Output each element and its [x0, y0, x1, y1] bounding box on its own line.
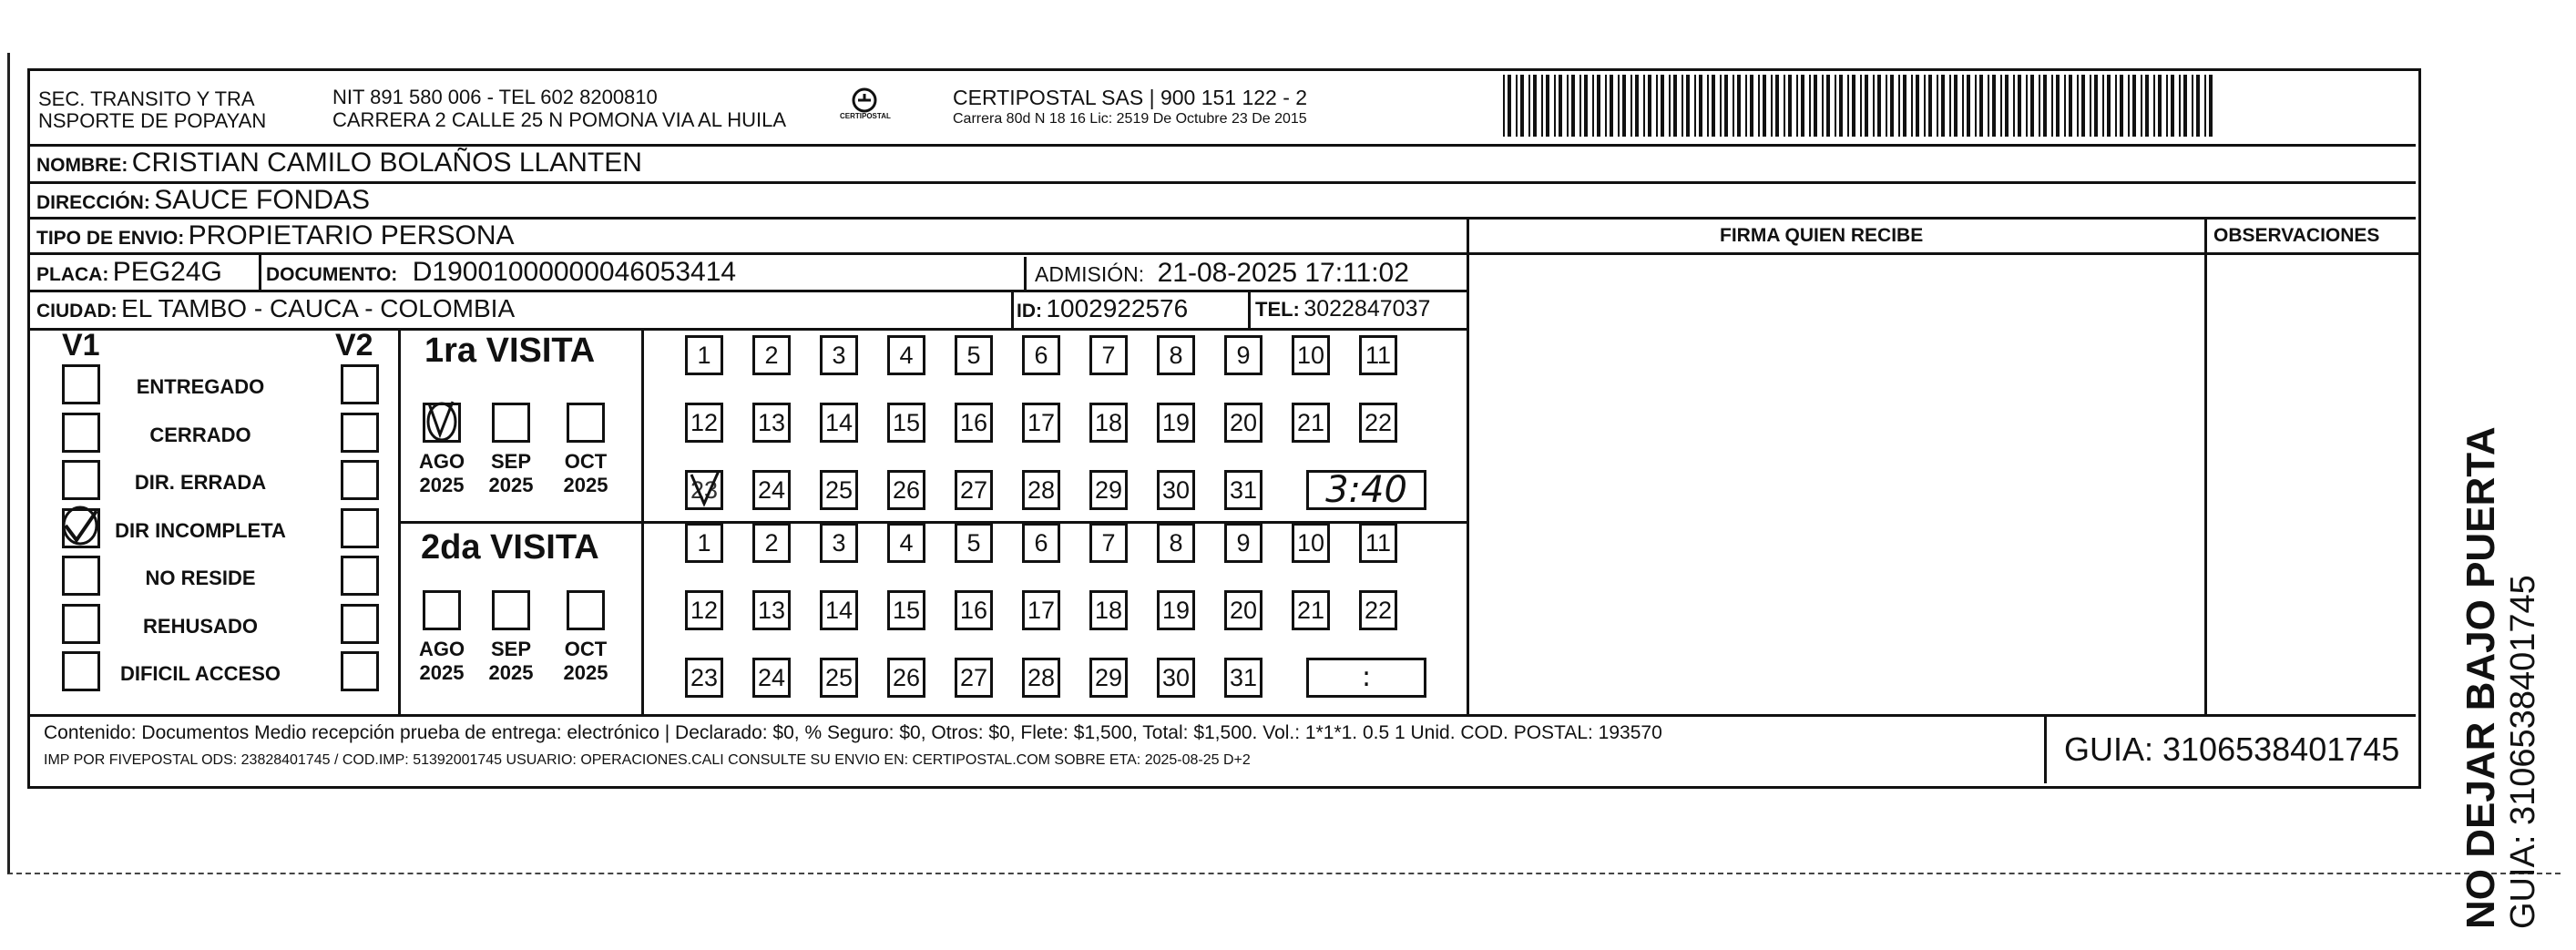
day-box[interactable]: 18: [1089, 403, 1128, 443]
time-box[interactable]: 3:40: [1306, 470, 1426, 510]
day-box[interactable]: 23: [685, 658, 723, 698]
month-year: 2025: [488, 474, 534, 496]
id-value: 1002922576: [1046, 294, 1189, 322]
month-checkbox[interactable]: [492, 403, 530, 443]
footer-contenido: Contenido: Documentos Medio recepción prueba de entrega: electrónico | Declarado: $0, % Seguro: $0, Otros: $0, Flete: $1,500, Total: $1,500. Vol.: 1*1*1. 0.5 1 Unid. COD. POSTAL: 193570: [44, 722, 1662, 743]
v2-header: V2: [335, 328, 373, 363]
placa-value: PEG24G: [112, 257, 222, 287]
day-box[interactable]: 27: [955, 658, 993, 698]
footer-impresion: IMP POR FIVEPOSTAL ODS: 23828401745 / COD.IMP: 51392001745 USUARIO: OPERACIONES.CALI CONSULTE SU ENVIO EN: CERTIPOSTAL.COM SOBRE ETA: 2025-08-25 D+2: [44, 752, 1251, 768]
day-box[interactable]: 31: [1224, 658, 1262, 698]
nombre-field: [36, 148, 642, 179]
day-box[interactable]: 20: [1224, 403, 1262, 443]
day-box[interactable]: 24: [752, 658, 791, 698]
documento-value: D19001000000046053414: [412, 257, 737, 287]
courier-line-1: CERTIPOSTAL SAS | 900 151 122 - 2: [953, 86, 1308, 109]
status-label: DIR. ERRADA: [134, 471, 267, 494]
tel-field: [1255, 296, 1430, 322]
month-label: [414, 450, 470, 497]
day-box[interactable]: 17: [1022, 403, 1060, 443]
day-box[interactable]: 28: [1022, 470, 1060, 510]
day-box[interactable]: 13: [752, 403, 791, 443]
day-box[interactable]: 1: [685, 523, 723, 563]
ciudad-label: CIUDAD:: [36, 301, 118, 322]
month-checkbox[interactable]: [492, 590, 530, 630]
month-name: OCT: [564, 450, 608, 473]
day-box[interactable]: 20: [1224, 590, 1262, 630]
day-box[interactable]: 6: [1022, 335, 1060, 375]
day-box[interactable]: 3: [820, 523, 858, 563]
month-checkbox[interactable]: [423, 590, 461, 630]
status-label: DIR INCOMPLETA: [115, 519, 286, 542]
admision-value: 21-08-2025 17:11:02: [1157, 258, 1409, 288]
month-checkbox[interactable]: [567, 403, 605, 443]
month-label: [557, 638, 614, 685]
day-box-marked[interactable]: 23: [685, 470, 723, 510]
day-box[interactable]: 8: [1157, 335, 1195, 375]
admision-field: [1035, 258, 1409, 289]
month-name: SEP: [490, 638, 532, 660]
placa-label: PLACA:: [36, 264, 109, 285]
day-box[interactable]: 14: [820, 590, 858, 630]
day-box[interactable]: 12: [685, 403, 723, 443]
tipo-envio-field: [36, 220, 515, 251]
documento-label: DOCUMENTO:: [266, 264, 398, 285]
v2-checkbox[interactable]: [341, 604, 379, 644]
side-guia: GUIA: 3106538401745: [2504, 575, 2542, 929]
day-box[interactable]: 27: [955, 470, 993, 510]
day-box[interactable]: 3: [820, 335, 858, 375]
status-label: ENTREGADO: [136, 375, 265, 398]
day-box[interactable]: 22: [1359, 403, 1397, 443]
day-box[interactable]: 22: [1359, 590, 1397, 630]
sender-line-2: NSPORTE DE POPAYAN: [38, 109, 267, 132]
day-box[interactable]: 15: [887, 590, 925, 630]
day-box[interactable]: 4: [887, 523, 925, 563]
month-name: SEP: [490, 450, 532, 473]
month-checkbox-marked[interactable]: [423, 403, 461, 443]
v2-checkbox[interactable]: [341, 508, 379, 548]
side-text: [2459, 426, 2543, 929]
day-box[interactable]: 12: [685, 590, 723, 630]
day-box[interactable]: 26: [887, 470, 925, 510]
day-box[interactable]: 15: [887, 403, 925, 443]
day-box[interactable]: 14: [820, 403, 858, 443]
status-label: CERRADO: [149, 424, 251, 446]
documento-field: [266, 257, 736, 288]
day-box[interactable]: 5: [955, 523, 993, 563]
v2-checkbox[interactable]: [341, 413, 379, 453]
day-box[interactable]: 18: [1089, 590, 1128, 630]
day-box[interactable]: 6: [1022, 523, 1060, 563]
day-box[interactable]: 29: [1089, 658, 1128, 698]
day-box[interactable]: 7: [1089, 335, 1128, 375]
month-checkbox[interactable]: [567, 590, 605, 630]
month-year: 2025: [419, 661, 465, 684]
day-box[interactable]: 11: [1359, 335, 1397, 375]
day-box[interactable]: 21: [1292, 590, 1330, 630]
nit-line-2: CARRERA 2 CALLE 25 N POMONA VIA AL HUILA: [332, 108, 787, 131]
month-year: 2025: [563, 661, 608, 684]
nombre-value: CRISTIAN CAMILO BOLAÑOS LLANTEN: [131, 148, 642, 178]
day-box[interactable]: 29: [1089, 470, 1128, 510]
day-box[interactable]: 26: [887, 658, 925, 698]
day-box[interactable]: 2: [752, 335, 791, 375]
day-box[interactable]: 8: [1157, 523, 1195, 563]
no-dejar-warning: NO DEJAR BAJO PUERTA: [2458, 426, 2503, 929]
day-box[interactable]: 4: [887, 335, 925, 375]
direccion-label: DIRECCIÓN:: [36, 192, 150, 213]
day-box[interactable]: 31: [1224, 470, 1262, 510]
day-box[interactable]: 1: [685, 335, 723, 375]
logo-text: CERTIPOSTAL: [840, 112, 891, 120]
day-box[interactable]: 16: [955, 403, 993, 443]
month-label: [483, 450, 539, 497]
v2-checkbox[interactable]: [341, 364, 379, 404]
ciudad-field: [36, 294, 515, 323]
day-box[interactable]: 21: [1292, 403, 1330, 443]
month-year: 2025: [488, 661, 534, 684]
day-box[interactable]: 30: [1157, 470, 1195, 510]
ciudad-value: EL TAMBO - CAUCA - COLOMBIA: [121, 294, 516, 322]
month-name: AGO: [418, 450, 465, 473]
day-box[interactable]: 10: [1292, 523, 1330, 563]
month-name: OCT: [564, 638, 608, 660]
nit-line-1: NIT 891 580 006 - TEL 602 8200810: [332, 86, 658, 108]
day-box[interactable]: 19: [1157, 403, 1195, 443]
v2-checkbox[interactable]: [341, 556, 379, 596]
month-label: [557, 450, 614, 497]
v2-checkbox[interactable]: [341, 651, 379, 691]
direccion-value: SAUCE FONDAS: [154, 185, 371, 215]
month-label: [483, 638, 539, 685]
day-box[interactable]: 17: [1022, 590, 1060, 630]
status-label: DIFICIL ACCESO: [119, 662, 281, 685]
firma-header: FIRMA QUIEN RECIBE: [1720, 225, 1924, 246]
status-label: NO RESIDE: [145, 567, 256, 589]
nombre-label: NOMBRE:: [36, 155, 128, 176]
day-box[interactable]: 5: [955, 335, 993, 375]
day-box[interactable]: 28: [1022, 658, 1060, 698]
day-box[interactable]: 10: [1292, 335, 1330, 375]
tel-label: TEL:: [1255, 298, 1300, 321]
placa-field: [36, 257, 222, 288]
observaciones-header: OBSERVACIONES: [2213, 225, 2380, 246]
day-box[interactable]: 13: [752, 590, 791, 630]
sender-line-1: SEC. TRANSITO Y TRA: [38, 87, 255, 110]
id-label: ID:: [1017, 301, 1042, 322]
footer-guia: GUIA: 3106538401745: [2064, 730, 2400, 768]
v2-checkbox[interactable]: [341, 460, 379, 500]
tel-value: 3022847037: [1303, 296, 1431, 322]
admision-label: ADMISIÓN:: [1035, 262, 1145, 286]
id-field: [1017, 294, 1188, 323]
month-year: 2025: [419, 474, 465, 496]
visit-1-title: 1ra VISITA: [424, 332, 596, 370]
month-year: 2025: [563, 474, 608, 496]
visit-2-title: 2da VISITA: [421, 528, 599, 567]
month-label: [414, 638, 470, 685]
day-box[interactable]: 16: [955, 590, 993, 630]
time-box[interactable]: :: [1306, 658, 1426, 698]
day-box[interactable]: 9: [1224, 523, 1262, 563]
courier-line-2: Carrera 80d N 18 16 Lic: 2519 De Octubre 23 De 2015: [953, 111, 1307, 127]
day-box[interactable]: 25: [820, 658, 858, 698]
tipo-value: PROPIETARIO PERSONA: [188, 220, 515, 250]
day-box[interactable]: 24: [752, 470, 791, 510]
tipo-label: TIPO DE ENVIO:: [36, 228, 185, 249]
status-label: REHUSADO: [143, 615, 258, 638]
direccion-field: [36, 185, 370, 216]
day-box[interactable]: 30: [1157, 658, 1195, 698]
day-box[interactable]: 2: [752, 523, 791, 563]
day-box[interactable]: 7: [1089, 523, 1128, 563]
day-box[interactable]: 9: [1224, 335, 1262, 375]
month-name: AGO: [418, 638, 465, 660]
day-box[interactable]: 11: [1359, 523, 1397, 563]
day-box[interactable]: 25: [820, 470, 858, 510]
v1-header: V1: [62, 328, 100, 363]
day-box[interactable]: 19: [1157, 590, 1195, 630]
